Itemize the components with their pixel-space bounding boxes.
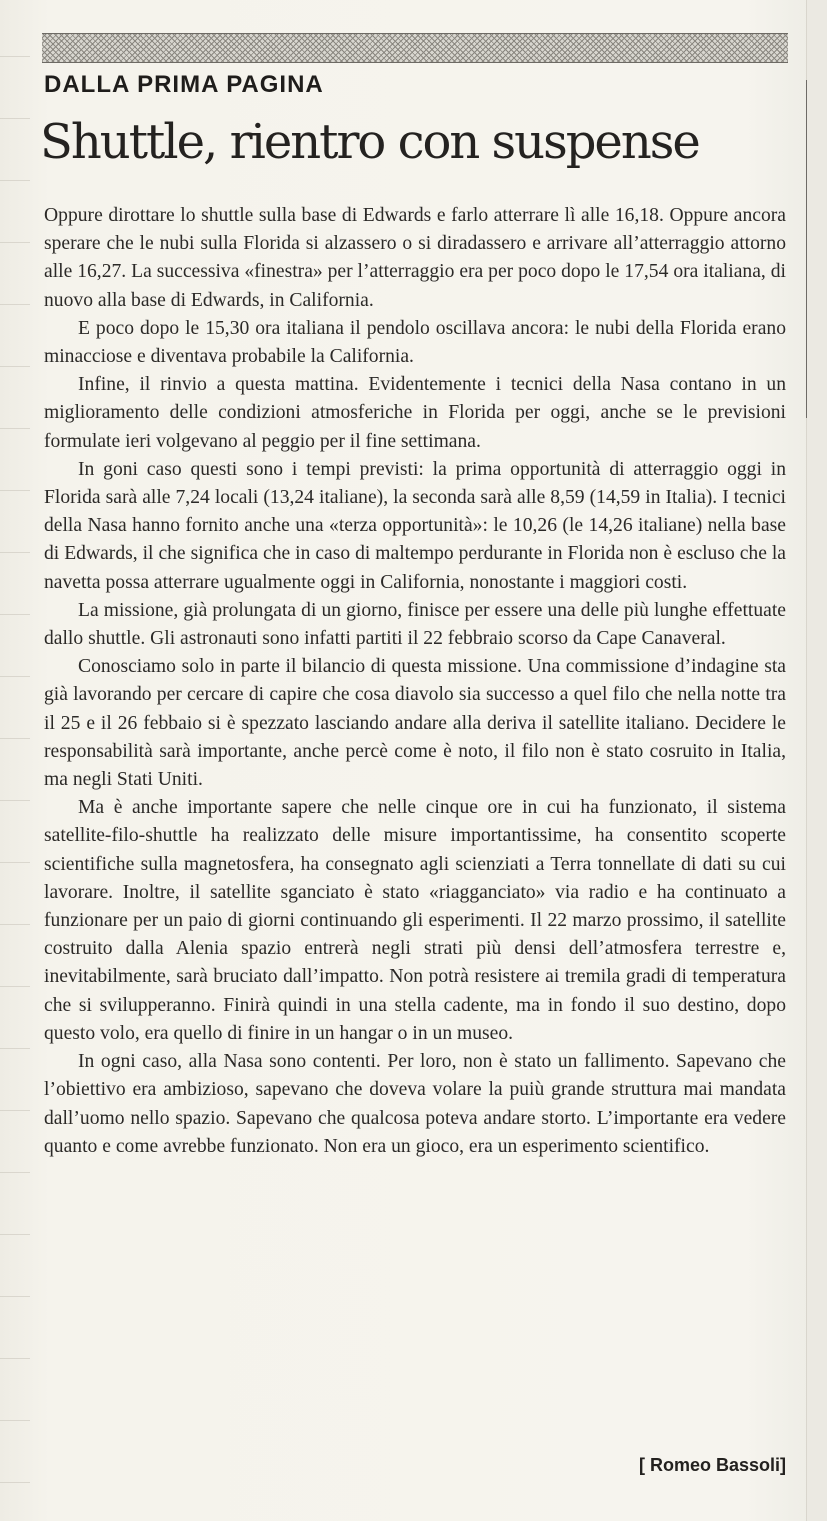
article-body — [44, 202, 786, 1161]
section-kicker: DALLA PRIMA PAGINA — [44, 71, 324, 98]
margin-rule-marks — [0, 0, 30, 1521]
page-edge — [806, 0, 827, 1521]
byline: [ Romeo Bassoli] — [638, 1455, 786, 1475]
column-divider — [806, 80, 807, 418]
article-paragraph: In goni caso questi sono i tempi previsti: la prima opportunità di atterraggio oggi in Florida sarà alle 7,24 locali (13,24 italiane), la seconda sarà alle 8,59 (14,59 in Italia). I tecnici della Nasa hanno fornito anche una «terza opportunità»: le 10,26 (le 14,26 italiane) nella base di Edwards, il che significa che in caso di maltempo perdurante in Florida non è escluso che la navetta possa atterrare ugualmente oggi in California, nonostante i maggiori costi. — [44, 458, 786, 593]
article-paragraph: E poco dopo le 15,30 ora italiana il pendolo oscillava ancora: le nubi della Florida erano minacciose e diventava probabile la California. — [44, 317, 786, 368]
article-paragraph: Ma è anche importante sapere che nelle cinque ore in cui ha funzionato, il sistema satellite-filo-shuttle ha realizzato delle misure importantissime, ha consentito scoperte scientifiche sulla magnetosfera, ha consegnato agli scienziati a Terra tonnellate di dati su cui lavorare. Inoltre, il satellite sganciato è stato «riagganciato» via radio e ha continuato a funzionare per un paio di giorni continuando gli esperimenti. Il 22 marzo prossimo, il satellite costruito dalla Alenia spazio entrerà negli strati più densi dell’atmosfera terrestre e, inevitabilmente, sarà bruciato dall’impatto. Non potrà resistere ai tremila gradi di temperatura che si svilupperanno. Finirà quindi in una stella cadente, ma in fondo il suo destino, dopo questo volo, era quello di finire in un hangar o in un museo. — [44, 797, 786, 1044]
article-paragraph: Infine, il rinvio a questa mattina. Evidentemente i tecnici della Nasa contano in un miglioramento delle condizioni atmosferiche in Florida per oggi, anche se le previsioni formulate ieri volgevano al peggio per il fine settimana. — [44, 374, 786, 452]
section-header-bar — [42, 33, 788, 63]
article-paragraph: Oppure dirottare lo shuttle sulla base di Edwards e farlo atterrare lì alle 16,18. Oppure ancora sperare che le nubi sulla Florida si alzassero o si diradassero e arrivare all’atterraggio attorno alle 16,27. La successiva «finestra» per l’atterraggio era per poco dopo le 17,54 ora italiana, di nuovo alla base di Edwards, in California. — [44, 205, 786, 311]
article-paragraph: In ogni caso, alla Nasa sono contenti. Per loro, non è stato un fallimento. Sapevano che l’obiettivo era ambizioso, sapevano che doveva volare la puiù grande struttura mai mandata dall’uomo nello spazio. Sapevano che qualcosa poteva andare storto. L’importante era vedere quanto e come avrebbe funzionato. Non era un gioco, era un esperimento scientifico. — [44, 1051, 786, 1157]
article-paragraph: Conosciamo solo in parte il bilancio di questa missione. Una commissione d’indagine sta già lavorando per cercare di capire che cosa diavolo sia successo a quel filo che nella notte tra il 25 e il 26 febbaio si è spezzato lasciando andare alla deriva il satellite italiano. Decidere le responsabilità sarà importante, anche percè come è noto, il filo non è stato cosruito in Italia, ma negli Stati Uniti. — [44, 656, 786, 791]
headline: Shuttle, rientro con suspense — [40, 114, 699, 170]
article-paragraph: La missione, già prolungata di un giorno, finisce per essere una delle più lunghe effettuate dallo shuttle. Gli astronauti sono infatti partiti il 22 febbraio scorso da Cape Canaveral. — [44, 599, 786, 650]
